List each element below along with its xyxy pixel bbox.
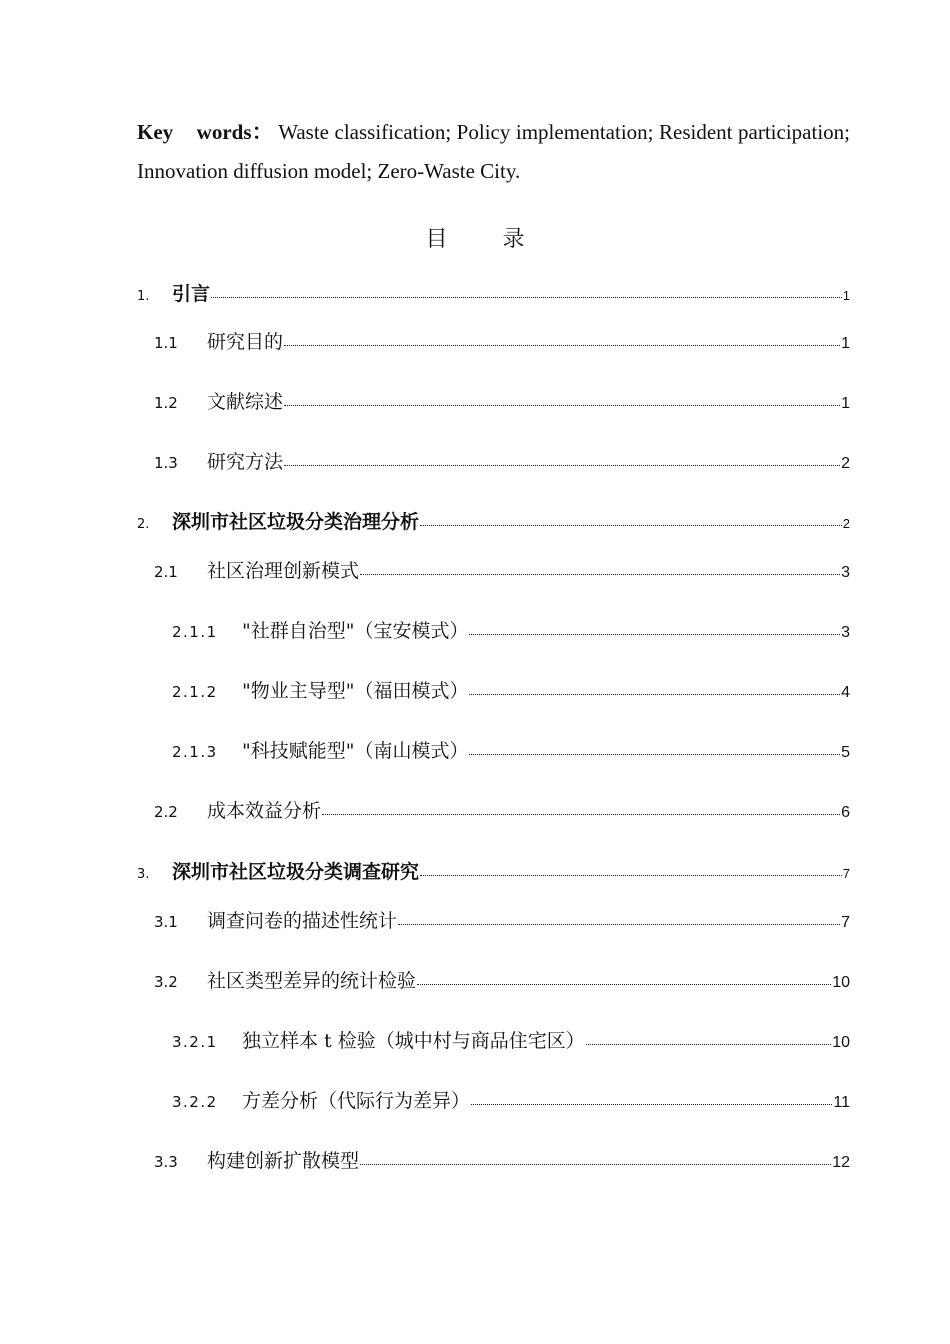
toc-entry-number: 2.2 (154, 803, 178, 821)
toc-entry-title: 成本效益分析 (207, 800, 322, 822)
toc-leader (420, 525, 842, 526)
toc-entry-page: 7 (841, 914, 850, 931)
toc-entry-title: 独立样本 t 检验（城中村与商品住宅区） (242, 1030, 585, 1052)
toc-entry-title: 研究目的 (207, 331, 284, 353)
toc-entry[interactable] (154, 327, 850, 354)
toc-entry-number: 3.2.1 (172, 1033, 218, 1051)
toc-leader (469, 754, 840, 755)
toc-entry-title: 社区类型差异的统计检验 (207, 970, 417, 992)
toc-entry-number: 3. (137, 867, 150, 882)
toc-entry-title: 文献综述 (207, 391, 284, 413)
toc-leader (360, 574, 840, 575)
toc-entry-page: 3 (841, 624, 850, 641)
toc-entry[interactable] (154, 447, 850, 474)
toc-leader (586, 1044, 831, 1045)
toc-leader (284, 405, 840, 406)
toc-entry-number: 3.3 (154, 1153, 178, 1171)
toc-entry-page: 1 (841, 395, 850, 412)
toc-entry[interactable] (137, 507, 850, 537)
toc-entry-number: 3.1 (154, 913, 178, 931)
toc-entry-title: 方差分析（代际行为差异） (242, 1090, 471, 1112)
toc-leader (360, 1164, 831, 1165)
toc-entry-number: 2.1.3 (172, 743, 218, 761)
toc-entry-page: 3 (841, 564, 850, 581)
toc-entry-title: "科技赋能型"（南山模式） (242, 740, 469, 762)
toc-entry-page: 6 (841, 804, 850, 821)
keywords-text: Waste classification; Policy implementation; Resident participation; Innovation diffusion model; Zero-Waste City. (137, 120, 850, 183)
toc-entry-number: 2.1.1 (172, 623, 218, 641)
toc-entry[interactable] (172, 616, 850, 643)
toc-leader (322, 814, 840, 815)
toc-entry-title: 社区治理创新模式 (207, 560, 360, 582)
toc-entry-page: 7 (842, 866, 850, 881)
toc-entry-page: 12 (832, 1154, 850, 1171)
toc-entry-page: 4 (841, 684, 850, 701)
toc-leader (284, 345, 840, 346)
toc-entry-title: 深圳市社区垃圾分类调查研究 (172, 861, 420, 883)
toc-entry-page: 11 (833, 1094, 850, 1111)
keywords-label: Key words： (137, 120, 274, 144)
toc-entry-number: 2.1.2 (172, 683, 218, 701)
toc-leader (420, 875, 842, 876)
toc-entry[interactable] (154, 387, 850, 414)
toc-entry-title: 引言 (172, 283, 211, 305)
toc-entry-title: 研究方法 (207, 451, 284, 473)
toc-entry-number: 3.2.2 (172, 1093, 218, 1111)
toc-leader (211, 297, 842, 298)
toc-entry[interactable] (172, 1086, 850, 1113)
toc-leader (417, 984, 831, 985)
toc-entry[interactable] (154, 966, 850, 993)
toc-entry[interactable] (137, 857, 850, 887)
toc-entry-title: "社群自治型"（宝安模式） (242, 620, 469, 642)
toc-entry-page: 5 (841, 744, 850, 761)
toc-entry-title: 调查问卷的描述性统计 (207, 910, 398, 932)
toc-entry[interactable] (172, 736, 850, 763)
keywords-paragraph (137, 113, 850, 191)
toc-entry-title: "物业主导型"（福田模式） (242, 680, 469, 702)
toc-entry[interactable] (154, 1146, 850, 1173)
toc-entry-number: 1.1 (154, 334, 178, 352)
toc-leader (469, 634, 840, 635)
toc-entry[interactable] (154, 796, 850, 823)
toc-entry-page: 1 (842, 288, 850, 303)
toc-entry-page: 1 (841, 335, 850, 352)
toc-entry-page: 2 (841, 455, 850, 472)
toc-entry[interactable] (137, 279, 850, 309)
toc-title: 目 录 (425, 227, 549, 252)
toc-entry-number: 3.2 (154, 973, 178, 991)
toc-entry[interactable] (154, 556, 850, 583)
toc-entry-number: 2.1 (154, 563, 178, 581)
toc-entry-number: 1. (137, 289, 150, 304)
toc-leader (469, 694, 840, 695)
toc-entry[interactable] (172, 1026, 850, 1053)
toc-entry-number: 1.3 (154, 454, 178, 472)
toc-entry-page: 2 (842, 516, 850, 531)
toc-entry[interactable] (172, 676, 850, 703)
toc-entry-page: 10 (832, 974, 850, 991)
toc-entry-page: 10 (832, 1034, 850, 1051)
toc-entry-title: 构建创新扩散模型 (207, 1150, 360, 1172)
toc-leader (398, 924, 840, 925)
toc-entry-title: 深圳市社区垃圾分类治理分析 (172, 511, 420, 533)
toc-leader (284, 465, 840, 466)
toc-entry-number: 2. (137, 517, 150, 532)
toc-entry-number: 1.2 (154, 394, 178, 412)
toc-leader (471, 1104, 832, 1105)
toc-entry[interactable] (154, 906, 850, 933)
